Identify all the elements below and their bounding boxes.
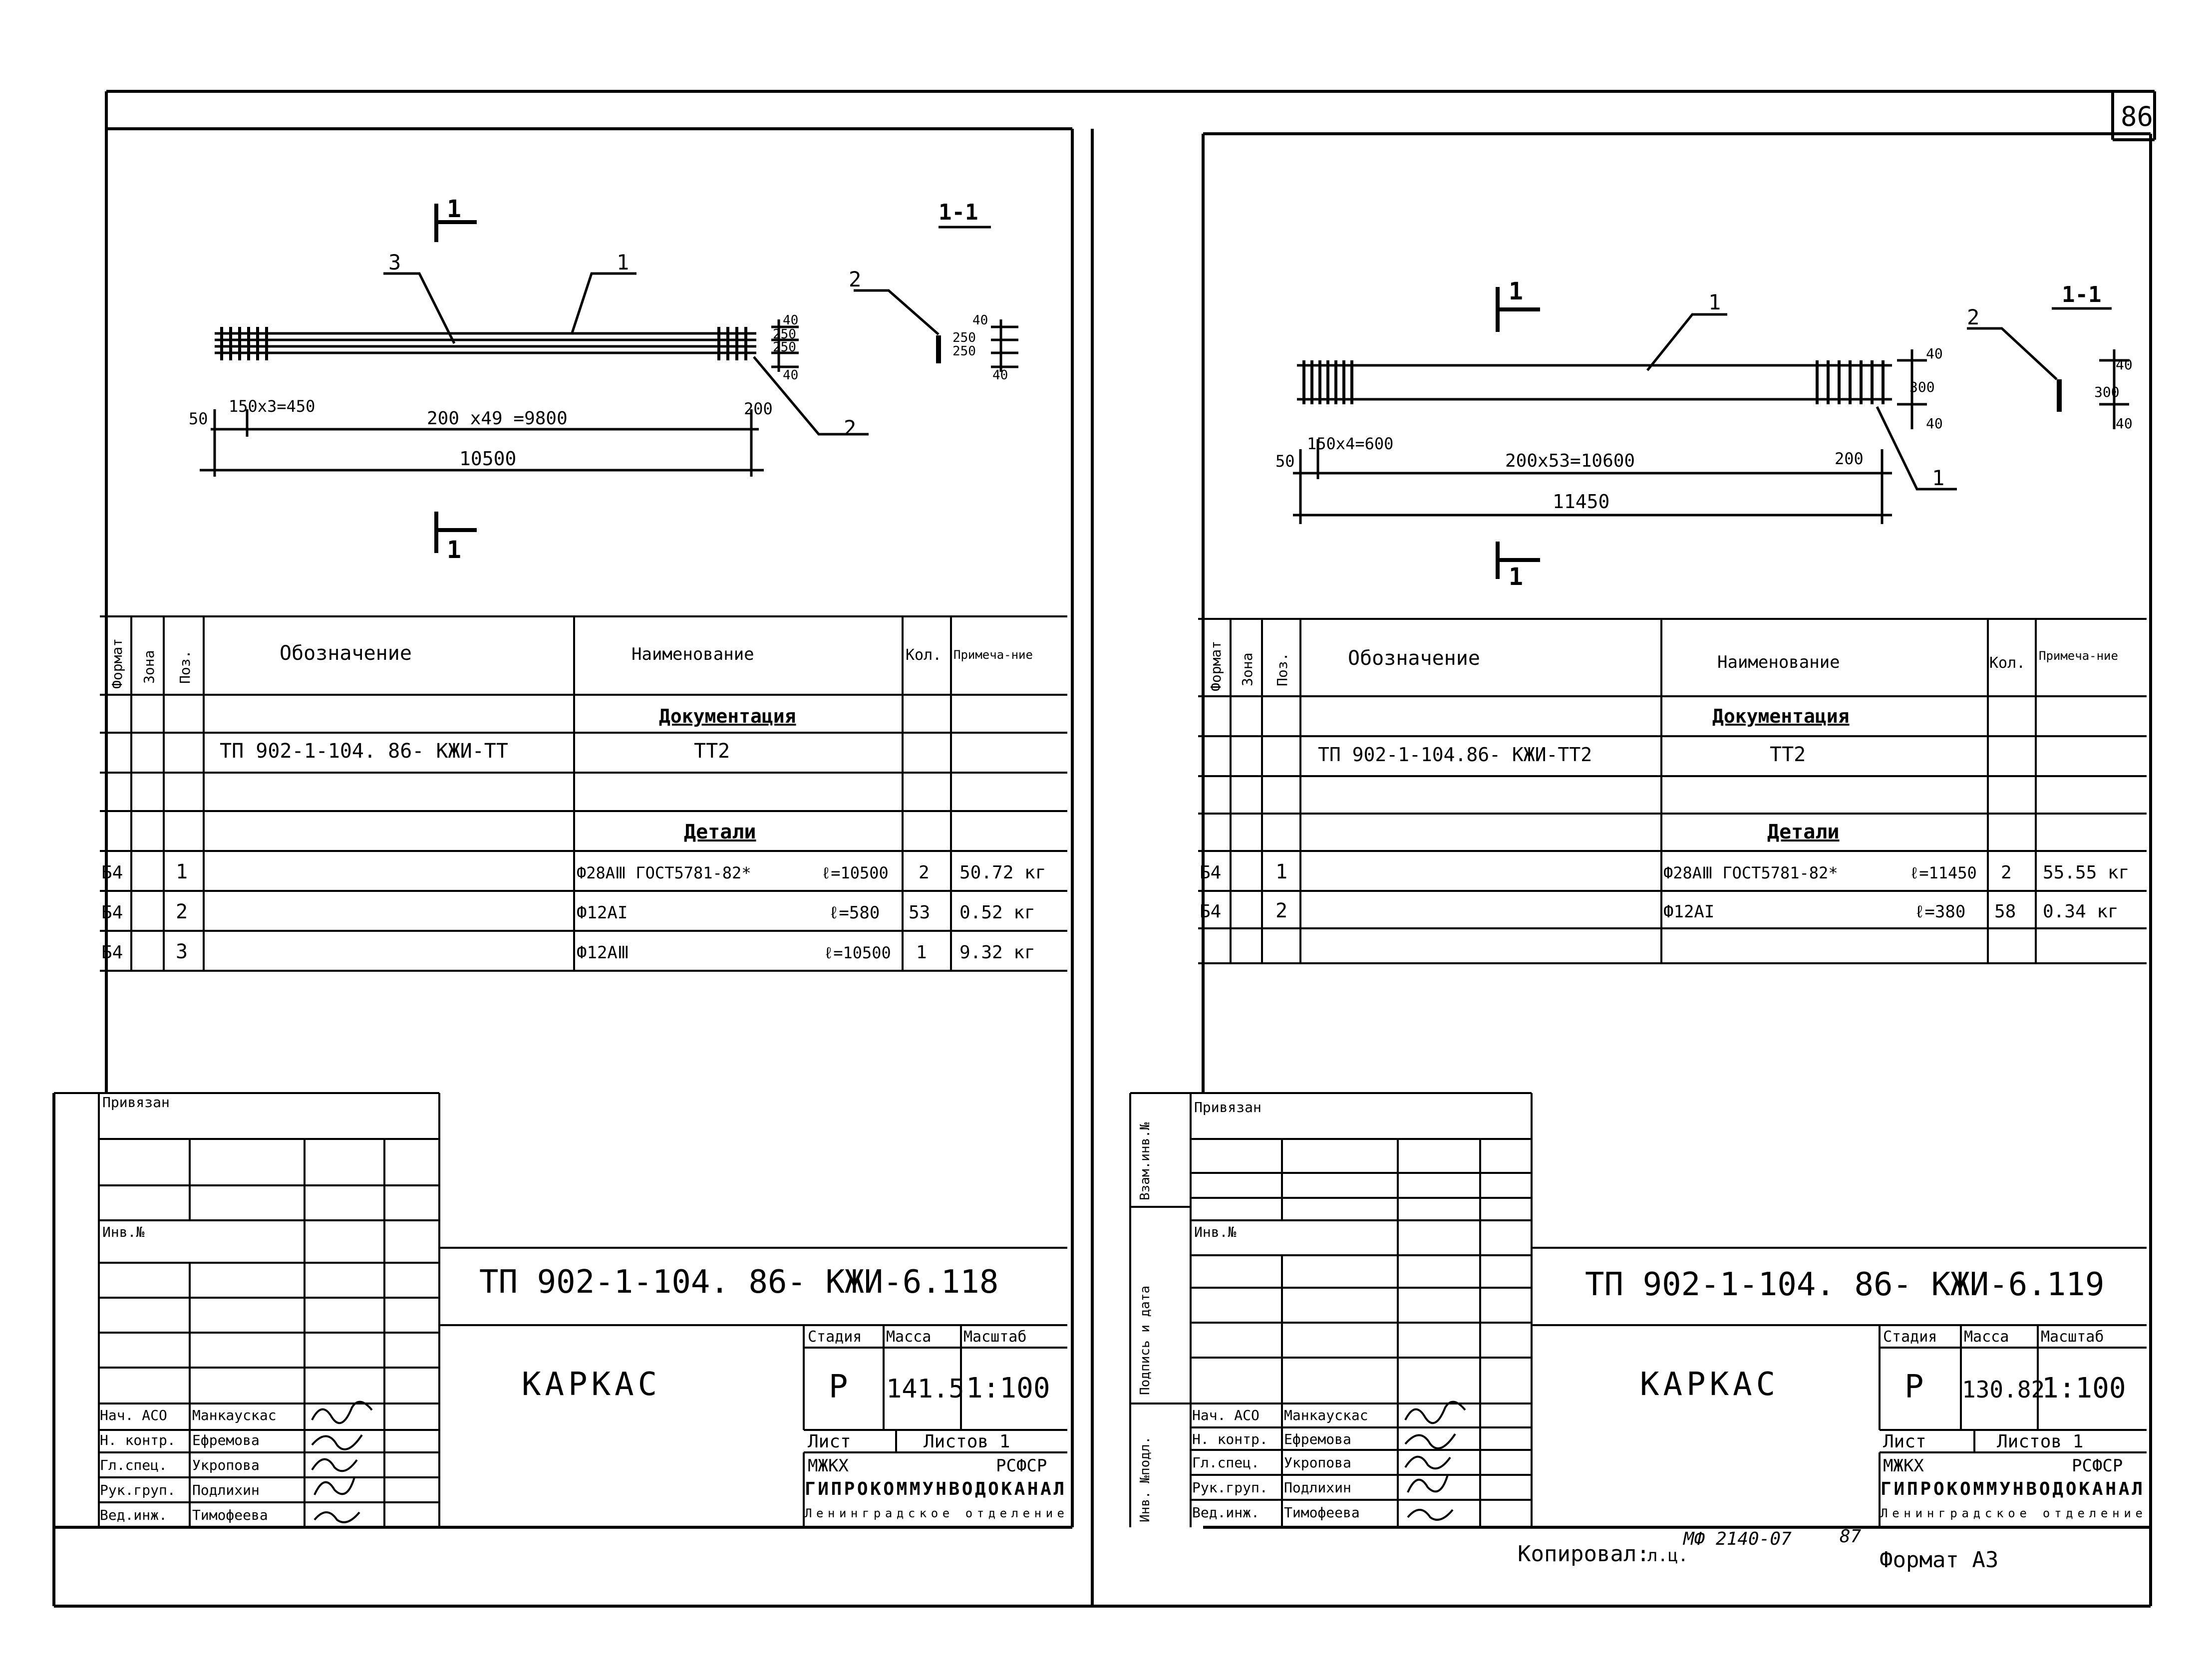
- left-role-5: Вед.инж.: [100, 1507, 167, 1523]
- right-dim-200x53: 200x53=10600: [1505, 451, 1635, 471]
- right-signature-1: [1405, 1402, 1465, 1423]
- left-row3-note: 9.32 кг: [959, 942, 1035, 963]
- left-header-format: Формат: [109, 638, 125, 689]
- right-role-1: Нач. АСО: [1192, 1407, 1260, 1423]
- right-sheets-label: Листов 1: [1997, 1431, 2084, 1452]
- right-sheet-label: Лист: [1883, 1431, 1926, 1452]
- right-signature-2: [1405, 1434, 1455, 1448]
- right-signature-3: [1405, 1457, 1450, 1469]
- left-section-leader-2: [854, 290, 939, 334]
- left-title-block-text: [100, 1094, 1064, 1523]
- left-stirrups-start: [222, 327, 267, 360]
- left-header-pos: Поз.: [177, 650, 193, 684]
- right-title-block-text: [1138, 1099, 2143, 1522]
- side-stamp-signature-date: Подпись и дата: [1138, 1285, 1153, 1395]
- side-stamp-vzam-inv: Взам.инв.№: [1138, 1122, 1153, 1200]
- left-row1-format: Б4: [101, 862, 123, 883]
- outer-frame: [54, 91, 2155, 1606]
- right-person-1: Манкаускас: [1284, 1407, 1368, 1423]
- right-doc-name: ТТ2: [1770, 743, 1806, 766]
- side-stamp-inv-podl: Инв. №подл.: [1138, 1436, 1153, 1522]
- left-role-3: Гл.спец.: [100, 1457, 167, 1473]
- right-sec-vdim-2: 300: [2094, 384, 2120, 400]
- right-header-name: Наименование: [1717, 652, 1840, 672]
- left-sheet-label: Лист: [808, 1431, 851, 1452]
- right-section-leader-2: [1967, 328, 2057, 379]
- left-row1-name: Ф28АⅢ ГОСТ5781-82*: [577, 863, 751, 882]
- left-header-note: Примеча-ние: [953, 648, 1033, 662]
- left-signature-2: [312, 1435, 362, 1449]
- left-signature-5: [315, 1512, 359, 1522]
- right-privyazan: Привязан: [1194, 1099, 1262, 1116]
- left-header-qty: Кол.: [906, 646, 942, 664]
- left-drawing-name: КАРКАС: [522, 1366, 661, 1403]
- left-dim-200: 200: [744, 399, 773, 418]
- left-org2: РСФСР: [996, 1456, 1047, 1476]
- left-drawing-code: ТП 902-1-104. 86- КЖИ-6.118: [479, 1264, 999, 1301]
- right-header-pos: Поз.: [1274, 652, 1290, 686]
- left-row1-length: ℓ=10500: [821, 863, 889, 882]
- right-row1-name: Ф28АⅢ ГОСТ5781-82*: [1663, 863, 1838, 882]
- right-spec-text: [1200, 641, 2129, 922]
- left-row1-qty: 2: [919, 862, 930, 883]
- right-title-block: [1130, 1093, 2147, 1527]
- left-doc-designation: ТП 902-1-104. 86- КЖИ-ТТ: [220, 740, 508, 763]
- right-org3: ГИПРОКОММУНВОДОКАНАЛ: [1881, 1479, 2143, 1499]
- left-inv-no: Инв.№: [102, 1224, 145, 1240]
- left-mass: 141.5: [886, 1374, 964, 1404]
- left-vdim-3: 250: [773, 340, 796, 355]
- right-vdim-1: 40: [1926, 345, 1943, 362]
- right-role-2: Н. контр.: [1192, 1431, 1268, 1447]
- right-row2-format: Б4: [1200, 901, 1222, 922]
- right-drawing-code: ТП 902-1-104. 86- КЖИ-6.119: [1585, 1266, 2105, 1303]
- left-doc-name: ТТ2: [694, 740, 730, 763]
- left-callout-1: 1: [617, 250, 630, 275]
- right-org1: МЖКХ: [1883, 1456, 1924, 1476]
- right-section-callout-2: 2: [1967, 305, 1980, 329]
- right-drawing: [1293, 287, 2129, 579]
- left-signature-1: [312, 1402, 372, 1423]
- right-header-note: Примеча-ние: [2039, 649, 2118, 663]
- left-row2-format: Б4: [101, 902, 123, 923]
- left-dim-200x49: 200 x49 =9800: [427, 408, 568, 429]
- left-dim-50: 50: [189, 409, 208, 428]
- right-person-2: Ефремова: [1284, 1431, 1351, 1447]
- right-header-zone: Зона: [1239, 652, 1256, 686]
- right-row2-qty: 58: [1994, 901, 2016, 922]
- right-header-qty: Кол.: [1989, 654, 2026, 672]
- left-header-zone: Зона: [141, 650, 157, 684]
- left-sec-vdim-4: 40: [992, 368, 1008, 383]
- left-row3-pos: 3: [176, 940, 188, 963]
- left-role-1: Нач. АСО: [100, 1407, 167, 1423]
- right-leader-1: [1647, 314, 1727, 370]
- right-dim-total: 11450: [1553, 491, 1610, 513]
- right-person-3: Укропова: [1284, 1454, 1351, 1471]
- right-drawing-labels: [1275, 278, 2133, 591]
- left-stirrups-end: [719, 327, 746, 360]
- left-org3: ГИПРОКОММУНВОДОКАНАЛ: [805, 1479, 1064, 1499]
- footer-copied-by: Копировал:: [1518, 1541, 1650, 1567]
- left-row2-pos: 2: [176, 900, 188, 923]
- left-drawing: [200, 204, 1018, 553]
- right-header-format: Формат: [1208, 640, 1224, 691]
- left-sec-vdim-1: 40: [972, 313, 988, 328]
- left-section-title: 1-1: [939, 200, 978, 225]
- right-person-4: Подлихин: [1284, 1479, 1351, 1496]
- right-row2-pos: 2: [1275, 899, 1288, 922]
- left-mass-label: Масса: [886, 1328, 932, 1346]
- right-signature-4: [1408, 1475, 1448, 1492]
- left-row3-length: ℓ=10500: [824, 943, 891, 962]
- left-section-docs: Документация: [659, 705, 796, 727]
- right-scale-label: Масштаб: [2041, 1328, 2104, 1346]
- right-dim-50: 50: [1275, 452, 1295, 471]
- right-mass-label: Масса: [1964, 1328, 2009, 1346]
- right-row1-note: 55.55 кг: [2043, 862, 2130, 883]
- left-row3-format: Б4: [101, 942, 123, 963]
- left-person-4: Подлихин: [192, 1482, 260, 1498]
- right-row2-length: ℓ=380: [1914, 902, 1966, 922]
- left-person-3: Укропова: [192, 1457, 260, 1473]
- left-row1-note: 50.72 кг: [959, 862, 1046, 883]
- left-org1: МЖКХ: [808, 1456, 849, 1476]
- page-number: 86: [2121, 101, 2154, 132]
- left-header-designation: Обозначение: [280, 642, 412, 665]
- left-person-1: Манкаускас: [192, 1407, 277, 1423]
- footer-sheet-87: 87: [1840, 1526, 1862, 1547]
- right-stage-label: Стадия: [1883, 1328, 1937, 1346]
- left-row2-note: 0.52 кг: [959, 902, 1035, 923]
- left-signature-3: [312, 1459, 357, 1471]
- right-org4: Ленинградское отделение: [1881, 1506, 2143, 1520]
- left-drawing-labels: [189, 195, 1008, 564]
- left-vdim-2: 250: [773, 327, 796, 342]
- right-section-title: 1-1: [2062, 282, 2102, 307]
- left-scale-label: Масштаб: [963, 1328, 1027, 1346]
- footer-order-no: МФ 2140-07: [1683, 1529, 1792, 1549]
- left-header-name: Наименование: [632, 644, 754, 664]
- left-vdim-4: 40: [783, 368, 799, 383]
- right-sec-vdim-3: 40: [2116, 415, 2133, 432]
- right-row1-pos: 1: [1275, 860, 1288, 883]
- right-callout-1: 1: [1708, 290, 1721, 314]
- footer: [1518, 1526, 1998, 1573]
- left-stage: Р: [829, 1369, 848, 1405]
- left-signature-4: [315, 1477, 354, 1495]
- left-leader-1: [572, 274, 636, 334]
- right-role-3: Гл.спец.: [1192, 1454, 1260, 1471]
- left-row2-name: Ф12АI: [577, 903, 628, 923]
- left-vdim-1: 40: [783, 313, 799, 328]
- right-stage: Р: [1904, 1369, 1924, 1405]
- right-role-4: Рук.груп.: [1192, 1479, 1268, 1496]
- left-row2-qty: 53: [909, 902, 931, 923]
- right-row1-qty: 2: [2001, 862, 2012, 883]
- right-section-docs: Документация: [1712, 705, 1850, 727]
- footer-format: Формат А3: [1880, 1547, 1999, 1573]
- left-org4: Ленинградское отделение: [805, 1506, 1064, 1520]
- right-row2-name: Ф12АI: [1663, 902, 1715, 922]
- left-stage-label: Стадия: [808, 1328, 862, 1346]
- right-section-mark-top-label: 1: [1509, 278, 1523, 305]
- right-scale: 1:100: [2042, 1372, 2126, 1404]
- right-header-designation: Обозначение: [1348, 647, 1480, 670]
- right-section-mark-bottom-label: 1: [1509, 563, 1523, 591]
- right-vdim-2: 300: [1909, 379, 1935, 395]
- left-row1-pos: 1: [176, 860, 188, 883]
- right-mass: 130.82: [1962, 1376, 2045, 1403]
- left-row3-qty: 1: [916, 942, 927, 963]
- right-role-5: Вед.инж.: [1192, 1504, 1260, 1521]
- left-row3-name: Ф12АⅢ: [577, 943, 630, 963]
- left-section-callout-2: 2: [849, 267, 862, 291]
- left-sheets-label: Листов 1: [924, 1431, 1010, 1452]
- right-vdim-3: 40: [1926, 415, 1943, 432]
- left-callout-2: 2: [844, 416, 857, 440]
- right-row2-note: 0.34 кг: [2043, 901, 2119, 922]
- left-section-mark-bottom-label: 1: [447, 536, 461, 564]
- left-privyazan: Привязан: [102, 1094, 170, 1111]
- left-dim-150x3: 150x3=450: [229, 397, 316, 416]
- right-dim-150x4: 150x4=600: [1307, 434, 1394, 453]
- left-person-2: Ефремова: [192, 1432, 260, 1448]
- left-role-2: Н. контр.: [100, 1432, 176, 1448]
- left-section-mark-top-label: 1: [447, 195, 461, 223]
- left-person-5: Тимофеева: [192, 1507, 268, 1523]
- right-stirrups-start: [1304, 360, 1352, 404]
- left-dim-total: 10500: [459, 448, 517, 470]
- right-sec-vdim-1: 40: [2116, 356, 2133, 373]
- right-leader-1b: [1877, 407, 1957, 489]
- left-section-parts: Детали: [684, 821, 756, 843]
- right-signature-5: [1408, 1510, 1453, 1520]
- right-drawing-name: КАРКАС: [1640, 1366, 1780, 1403]
- right-dim-200: 200: [1835, 449, 1864, 468]
- right-row1-format: Б4: [1200, 862, 1222, 883]
- left-sec-vdim-3: 250: [952, 344, 976, 359]
- right-person-5: Тимофеева: [1284, 1504, 1360, 1521]
- right-row1-length: ℓ=11450: [1909, 863, 1977, 882]
- left-sec-vdim-2: 250: [952, 330, 976, 345]
- left-role-4: Рук.груп.: [100, 1482, 176, 1498]
- right-callout-1b: 1: [1932, 466, 1945, 490]
- right-stirrups-end: [1817, 360, 1883, 404]
- right-section-parts: Детали: [1767, 821, 1840, 843]
- footer-copied-sign: л.ц.: [1647, 1546, 1688, 1566]
- right-doc-designation: ТП 902-1-104.86- КЖИ-ТТ2: [1318, 744, 1592, 766]
- left-row2-length: ℓ=580: [829, 903, 880, 923]
- left-scale: 1:100: [966, 1372, 1050, 1404]
- right-inv-no: Инв.№: [1194, 1224, 1237, 1240]
- right-org2: РСФСР: [2072, 1456, 2123, 1476]
- left-callout-3: 3: [388, 250, 401, 275]
